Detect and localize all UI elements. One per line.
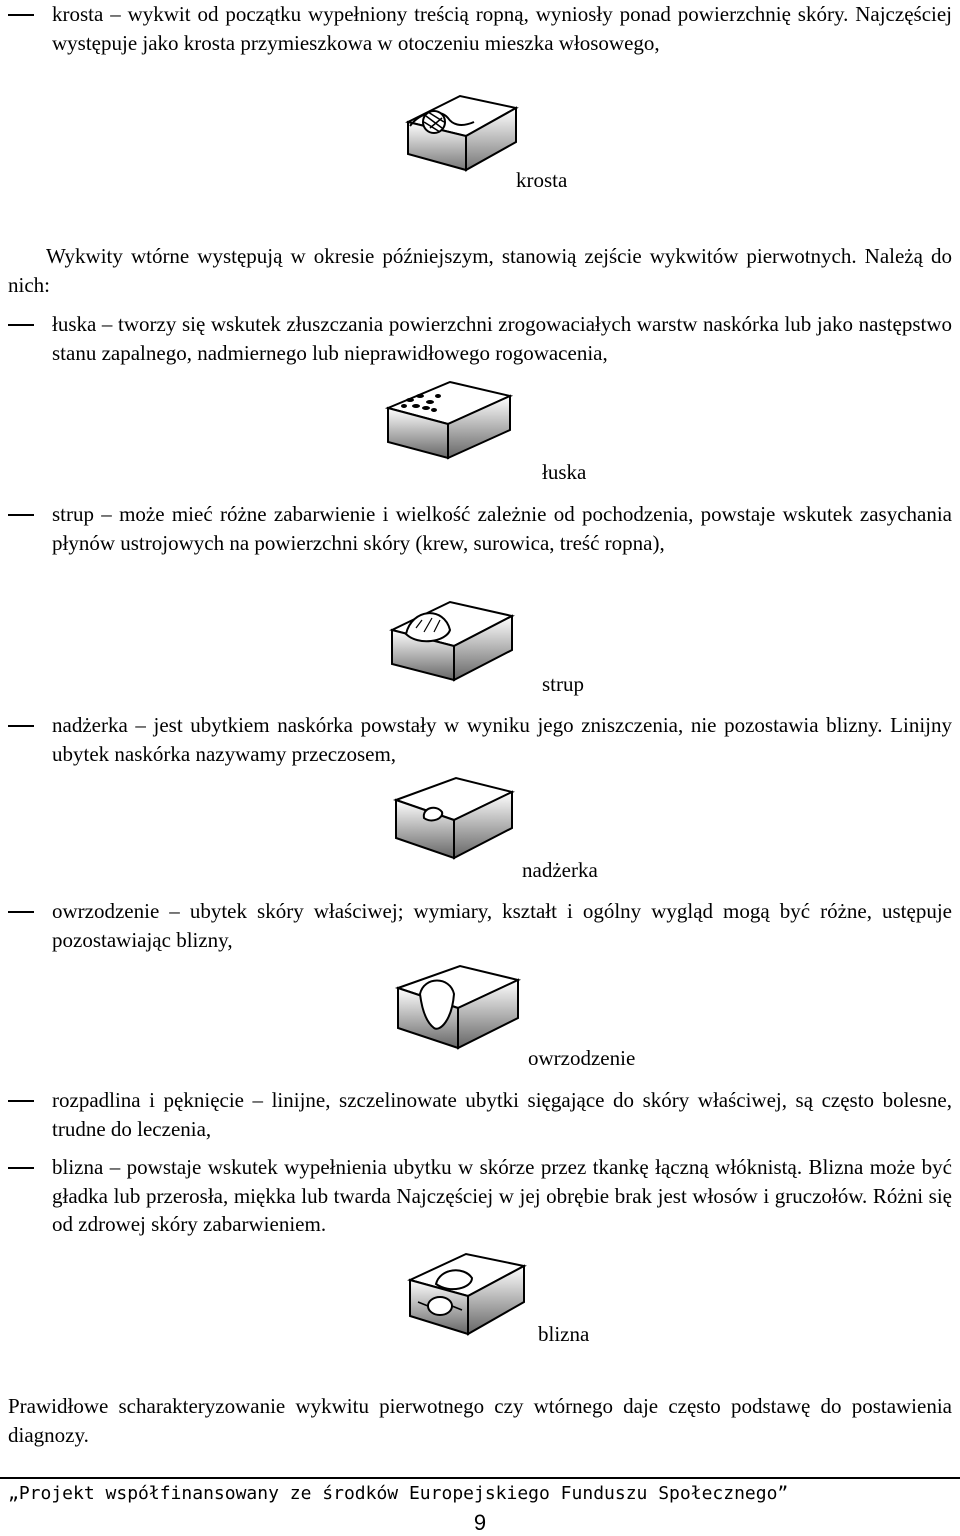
item-text: łuska – tworzy się wskutek złuszczania powierzchni zrogowaciałych warstw naskórka lub jako następstwo stanu zapalnego, nadmiernego lub nieprawidłowego rogowacenia, bbox=[52, 312, 952, 365]
dash-bullet bbox=[8, 1167, 34, 1169]
item-text: strup – może mieć różne zabarwienie i wielkość zależnie od pochodzenia, powstaje wskutek zasychania płynów ustrojowych na powierzchni skóry (krew, surowica, treść ropna), bbox=[52, 502, 952, 555]
secondary-intro-paragraph: Wykwity wtórne występują w okresie późniejszym, stanowią zejście wykwitów pierwotnych. Należą do nich: bbox=[8, 244, 952, 297]
strup-illustration bbox=[388, 598, 516, 682]
footer-divider bbox=[0, 1477, 960, 1479]
caption-krosta: krosta bbox=[516, 168, 568, 192]
luska-illustration bbox=[384, 378, 516, 460]
dash-bullet bbox=[8, 324, 34, 326]
caption-blizna: blizna bbox=[538, 1322, 590, 1346]
item-text: blizna – powstaje wskutek wypełnienia ubytku w skórze przez tkankę łączną włóknistą. Blizna może być gładka lub przerosła, miękka lub twarda Najczęściej w jej obrębie brak jest włosów i gruczołów. Różni się od zdrowej skóry zabarwieniem. bbox=[52, 1155, 952, 1236]
page-number: 9 bbox=[473, 1510, 487, 1535]
caption-luska: łuska bbox=[542, 460, 587, 484]
blizna-illustration bbox=[406, 1250, 528, 1336]
caption-strup: strup bbox=[542, 672, 584, 696]
krosta-illustration bbox=[400, 92, 525, 174]
conclusion-paragraph: Prawidłowe scharakteryzowanie wykwitu pierwotnego czy wtórnego daje często podstawę do postawienia diagnozy. bbox=[8, 1394, 952, 1447]
owrzodzenie-illustration bbox=[394, 962, 522, 1050]
dash-bullet bbox=[8, 911, 34, 913]
dash-bullet bbox=[8, 514, 34, 516]
nadzerka-illustration bbox=[392, 774, 516, 860]
caption-nadzerka: nadżerka bbox=[522, 858, 598, 882]
dash-bullet bbox=[8, 14, 34, 16]
footer-project-note: „Projekt współfinansowany ze środków Europejskiego Funduszu Społecznego” bbox=[8, 1483, 789, 1504]
item-text: owrzodzenie – ubytek skóry właściwej; wymiary, kształt i ogólny wygląd mogą być różne, ustępuje pozostawiając blizny, bbox=[52, 899, 952, 952]
dash-bullet bbox=[8, 1100, 34, 1102]
item-text: krosta – wykwit od początku wypełniony treścią ropną, wyniosły ponad powierzchnię skóry. Najczęściej występuje jako krosta przymieszkowa w otoczeniu mieszka włosowego, bbox=[52, 2, 952, 55]
item-text: rozpadlina i pęknięcie – linijne, szczelinowate ubytki sięgające do skóry właściwej, są często bolesne, trudne do leczenia, bbox=[52, 1088, 952, 1141]
dash-bullet bbox=[8, 725, 34, 727]
caption-owrzodzenie: owrzodzenie bbox=[528, 1046, 636, 1070]
item-text: nadżerka – jest ubytkiem naskórka powstały w wyniku jego zniszczenia, nie pozostawia blizny. Linijny ubytek naskórka nazywamy przeczosem, bbox=[52, 713, 952, 766]
